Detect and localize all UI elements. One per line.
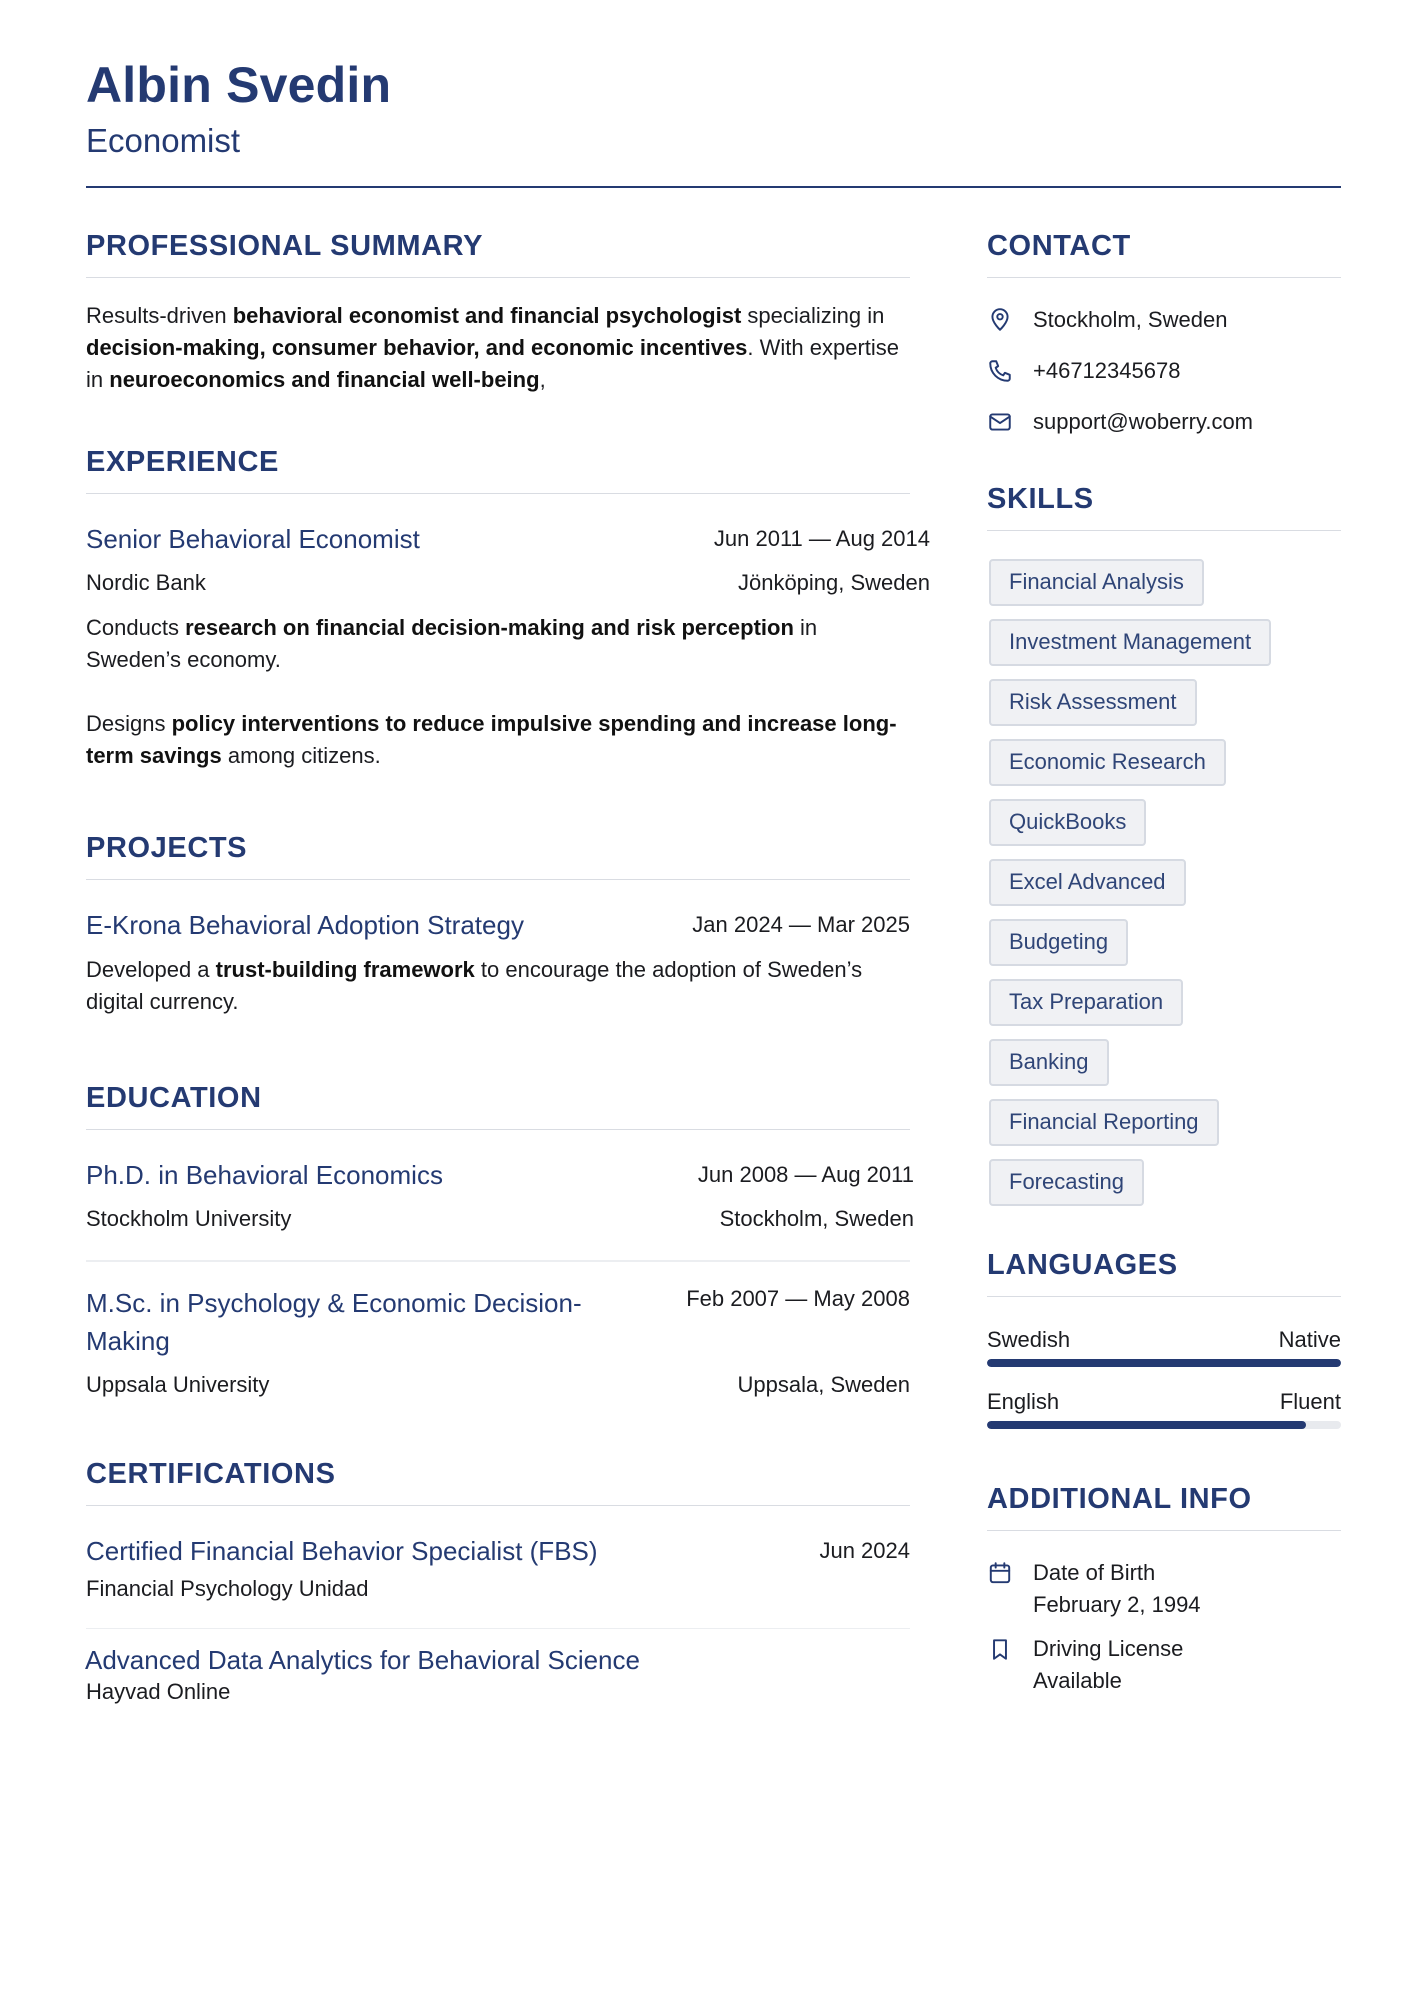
date-of-birth-label: Date of Birth: [1033, 1560, 1156, 1585]
skill-tag: Banking: [989, 1039, 1109, 1086]
skill-tag: QuickBooks: [989, 799, 1146, 846]
job-employer: Nordic Bank: [86, 570, 206, 595]
job-location: Jönköping, Sweden: [737, 570, 930, 595]
language-level: Fluent: [1279, 1389, 1341, 1414]
driving-license-text: [1033, 1633, 1183, 1697]
header-divider: [86, 186, 1341, 188]
skill-tag: Budgeting: [989, 919, 1128, 966]
summary-heading: PROFESSIONAL SUMMARY: [86, 230, 910, 278]
language-level: Native: [1278, 1327, 1341, 1352]
language-bar-fill: [987, 1359, 1341, 1367]
phone-icon: [987, 358, 1013, 384]
emphasis-text: behavioral economist and financial psychologist: [232, 303, 742, 328]
body-text-segment: Results-driven: [86, 303, 233, 328]
email-text[interactable]: support@woberry.com: [1033, 408, 1253, 434]
job-title: Senior Behavioral Economist: [86, 524, 420, 554]
job-description-2: [86, 708, 910, 772]
language-row: [987, 1327, 1341, 1359]
body-text-segment: among citizens.: [221, 743, 381, 768]
driving-license-label: Driving License: [1033, 1636, 1184, 1661]
language-name: English: [987, 1389, 1060, 1414]
body-text-segment: in Sweden’s economy.: [86, 615, 818, 672]
body-text-segment: ,: [539, 367, 546, 392]
sidebar-column: [987, 230, 1341, 1697]
education-entry: [86, 1284, 910, 1404]
main-column: [85, 230, 930, 1711]
experience-section: [86, 446, 930, 772]
skills-heading: SKILLS: [987, 483, 1341, 531]
project-title: E-Krona Behavioral Adoption Strategy: [86, 910, 524, 940]
certification-issuer: Hayvad Online: [86, 1679, 231, 1704]
contact-section: [987, 230, 1341, 447]
phone-text[interactable]: +46712345678: [1033, 357, 1181, 383]
entry-header: [86, 1536, 910, 1574]
candidate-title: Economist: [86, 122, 241, 159]
entry-header: [86, 524, 930, 562]
job-dates: Jun 2011 — Aug 2014: [713, 526, 930, 551]
skill-tag: Economic Research: [989, 739, 1226, 786]
degree-title: M.Sc. in Psychology & Economic Decision-Making: [86, 1287, 582, 1356]
entry-divider: [86, 1260, 910, 1262]
body-text-segment: Designs: [86, 711, 172, 736]
skill-tag: Forecasting: [989, 1159, 1144, 1206]
skill-tag: Financial Analysis: [989, 559, 1204, 606]
contact-list: [987, 294, 1341, 447]
education-entry: [86, 1160, 914, 1238]
experience-heading: EXPERIENCE: [86, 446, 910, 494]
mail-icon: [987, 409, 1013, 435]
language-bar: [987, 1421, 1341, 1429]
education-heading: EDUCATION: [86, 1082, 910, 1130]
language-item: [987, 1389, 1341, 1429]
skills-section: [987, 483, 1341, 1219]
entry-subheader: [86, 1206, 914, 1238]
projects-heading: PROJECTS: [86, 832, 910, 880]
body-text-segment: Conducts: [86, 615, 186, 640]
driving-license-value: Available: [1033, 1668, 1122, 1693]
school-location: Stockholm, Sweden: [719, 1206, 914, 1231]
date-of-birth-text: [1033, 1557, 1201, 1621]
skill-tag: Tax Preparation: [989, 979, 1183, 1026]
contact-phone[interactable]: [987, 345, 1341, 396]
project-entry: [86, 910, 910, 1018]
emphasis-text: trust-building framework: [215, 957, 475, 982]
certifications-heading: CERTIFICATIONS: [86, 1458, 910, 1506]
summary-text: [86, 300, 910, 396]
certification-title: Certified Financial Behavior Specialist (FBS): [86, 1535, 598, 1566]
project-description: [86, 954, 910, 1018]
entry-header: [86, 910, 910, 948]
school-name: Stockholm University: [86, 1206, 292, 1231]
certification-entry: [86, 1645, 910, 1711]
contact-email[interactable]: [987, 396, 1341, 447]
certification-issuer: Financial Psychology Unidad: [86, 1575, 369, 1601]
emphasis-text: decision-making, consumer behavior, and economic incentives: [86, 335, 748, 360]
bookmark-icon: [987, 1636, 1013, 1662]
language-bar-fill: [987, 1421, 1306, 1429]
skills-list: [987, 559, 1341, 1219]
language-name: Swedish: [987, 1327, 1071, 1352]
body-text-segment: to encourage the adoption of Sweden’s digital currency.: [86, 957, 863, 1014]
contact-location: [987, 294, 1341, 345]
additional-info-section: [987, 1483, 1341, 1697]
body-text-segment: specializing in: [741, 303, 885, 328]
school-location: Uppsala, Sweden: [737, 1371, 910, 1397]
entry-subheader: [86, 1372, 910, 1404]
job-description-1: [86, 612, 910, 676]
certification-date: Jun 2024: [819, 1537, 910, 1563]
contact-heading: CONTACT: [987, 230, 1341, 278]
entry-divider: [86, 1628, 910, 1630]
candidate-name: Albin Svedin: [86, 57, 392, 113]
body-text-segment: . With expertise in: [86, 335, 900, 392]
experience-entry: [86, 524, 930, 772]
language-item: [987, 1327, 1341, 1367]
skill-tag: Risk Assessment: [989, 679, 1197, 726]
skill-tag: Financial Reporting: [989, 1099, 1219, 1146]
degree-dates: Feb 2007 — May 2008: [686, 1285, 910, 1311]
project-dates: Jan 2024 — Mar 2025: [692, 912, 910, 937]
emphasis-text: neuroeconomics and financial well-being: [109, 367, 540, 392]
language-row: [987, 1389, 1341, 1421]
date-of-birth-row: [987, 1557, 1341, 1621]
education-section: [86, 1082, 914, 1404]
certification-entry: [86, 1536, 910, 1608]
certifications-section: [86, 1458, 910, 1712]
school-name: Uppsala University: [86, 1371, 270, 1397]
date-of-birth-value: February 2, 1994: [1033, 1592, 1201, 1617]
projects-section: [86, 832, 910, 1018]
degree-dates: Jun 2008 — Aug 2011: [697, 1162, 914, 1187]
entry-subheader: [86, 570, 930, 602]
body-text-segment: Developed a: [86, 957, 216, 982]
location-pin-icon: [987, 307, 1013, 333]
additional-info-heading: ADDITIONAL INFO: [987, 1483, 1341, 1531]
entry-header: [86, 1284, 910, 1360]
summary-section: [86, 230, 910, 396]
skill-tag: Investment Management: [989, 619, 1271, 666]
emphasis-text: policy interventions to reduce impulsive spending and increase long-term savings: [86, 711, 897, 768]
emphasis-text: research on financial decision-making and risk perception: [185, 615, 794, 640]
certification-title: Advanced Data Analytics for Behavioral Science: [85, 1645, 640, 1675]
calendar-icon: [987, 1560, 1013, 1586]
location-text: Stockholm, Sweden: [1033, 306, 1228, 332]
driving-license-row: [987, 1633, 1341, 1697]
entry-header: [86, 1160, 914, 1198]
languages-heading: LANGUAGES: [987, 1249, 1341, 1297]
language-bar: [987, 1359, 1341, 1367]
languages-section: [987, 1249, 1341, 1429]
degree-title: Ph.D. in Behavioral Economics: [86, 1160, 443, 1190]
skill-tag: Excel Advanced: [989, 859, 1186, 906]
